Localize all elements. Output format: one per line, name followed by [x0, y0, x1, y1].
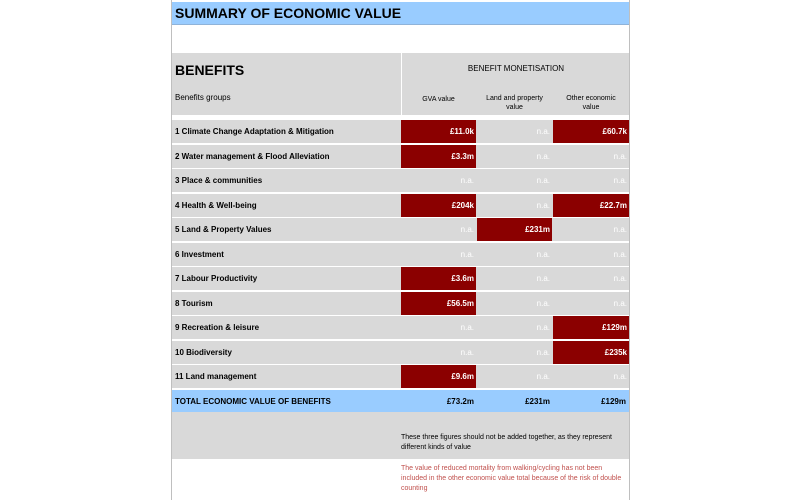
other-value-cell: n.a. [613, 249, 627, 259]
table-row [172, 243, 629, 268]
monetisation-title: BENEFIT MONETISATION [467, 64, 565, 73]
other-value-cell: n.a. [613, 372, 627, 381]
other-value-cell: £22.7m [553, 194, 629, 217]
benefit-group-label: 2 Water management & Flood Alleviation [175, 151, 330, 161]
land-property-value-cell: £231m [477, 218, 552, 241]
table-row [172, 194, 629, 219]
benefit-group-label: 8 Tourism [175, 298, 213, 308]
other-value-cell: n.a. [613, 151, 627, 161]
land-property-value-cell: n.a. [536, 274, 550, 283]
note-do-not-sum: These three figures should not be added together, as they represent different kinds of value [401, 434, 612, 451]
gva-value-cell: n.a. [460, 347, 474, 357]
land-property-value-cell: n.a. [536, 298, 550, 308]
column-header-gva: GVA value [422, 96, 455, 103]
gva-value-cell: £204k [401, 194, 476, 217]
land-property-value-cell: n.a. [536, 127, 550, 136]
gva-value-cell: n.a. [460, 176, 474, 185]
gva-value-cell: £3.3m [401, 145, 476, 168]
gva-value-cell: n.a. [460, 225, 474, 234]
note-mortality: The value of reduced mortality from walking/cycling has not been included in the other economic value total because of the risk of double counting [401, 465, 622, 492]
table-row [172, 267, 629, 292]
total-gva-value: £73.2m [446, 397, 474, 406]
other-value-cell: n.a. [613, 274, 627, 283]
total-land-property-value: £231m [525, 397, 550, 406]
benefit-group-label: 6 Investment [175, 249, 224, 259]
gva-value-cell: n.a. [460, 249, 474, 259]
gva-value-cell: n.a. [460, 323, 474, 332]
column-header-land-property: Land and property value [486, 95, 543, 111]
table-row [172, 145, 629, 170]
total-label: TOTAL ECONOMIC VALUE OF BENEFITS [175, 397, 331, 406]
table-row [172, 218, 629, 243]
gva-value-cell: £3.6m [401, 267, 476, 290]
gva-value-cell: £56.5m [401, 292, 476, 315]
other-value-cell: n.a. [613, 225, 627, 234]
table-row [172, 292, 629, 317]
benefit-group-label: 7 Labour Productivity [175, 274, 258, 283]
gva-value-cell: £9.6m [401, 365, 476, 388]
column-header-other: Other economic value [566, 95, 616, 111]
table-row [172, 341, 629, 366]
land-property-value-cell: n.a. [536, 200, 550, 210]
land-property-value-cell: n.a. [536, 151, 550, 161]
benefit-group-label: 11 Land management [175, 372, 257, 381]
header-separator [172, 115, 629, 119]
title-bar [172, 2, 629, 25]
header-divider [401, 53, 402, 115]
benefit-group-label: 9 Recreation & leisure [175, 323, 260, 332]
other-value-cell: £235k [553, 341, 629, 364]
benefit-group-label: 4 Health & Well-being [175, 200, 257, 210]
gva-value-cell: £11.0k [401, 120, 476, 143]
benefits-title: BENEFITS [175, 62, 245, 78]
total-other-value: £129m [601, 397, 626, 406]
spreadsheet-sheet [171, 0, 630, 500]
land-property-value-cell: n.a. [536, 176, 550, 185]
total-row [172, 389, 629, 412]
other-value-cell: £129m [553, 316, 629, 339]
table-row [172, 120, 629, 145]
benefit-group-label: 3 Place & communities [175, 176, 263, 185]
table-row [172, 365, 629, 390]
benefit-group-label: 5 Land & Property Values [175, 225, 272, 234]
benefit-group-label: 1 Climate Change Adaptation & Mitigation [175, 127, 334, 136]
land-property-value-cell: n.a. [536, 372, 550, 381]
land-property-value-cell: n.a. [536, 347, 550, 357]
land-property-value-cell: n.a. [536, 249, 550, 259]
table-row [172, 316, 629, 341]
benefit-group-label: 10 Biodiversity [175, 347, 232, 357]
page-title: SUMMARY OF ECONOMIC VALUE [175, 5, 402, 21]
land-property-value-cell: n.a. [536, 323, 550, 332]
table-row [172, 169, 629, 194]
other-value-cell: n.a. [613, 176, 627, 185]
other-value-cell: £60.7k [553, 120, 629, 143]
note-area [172, 412, 629, 459]
benefits-groups-label: Benefits groups [175, 93, 231, 102]
other-value-cell: n.a. [613, 298, 627, 308]
